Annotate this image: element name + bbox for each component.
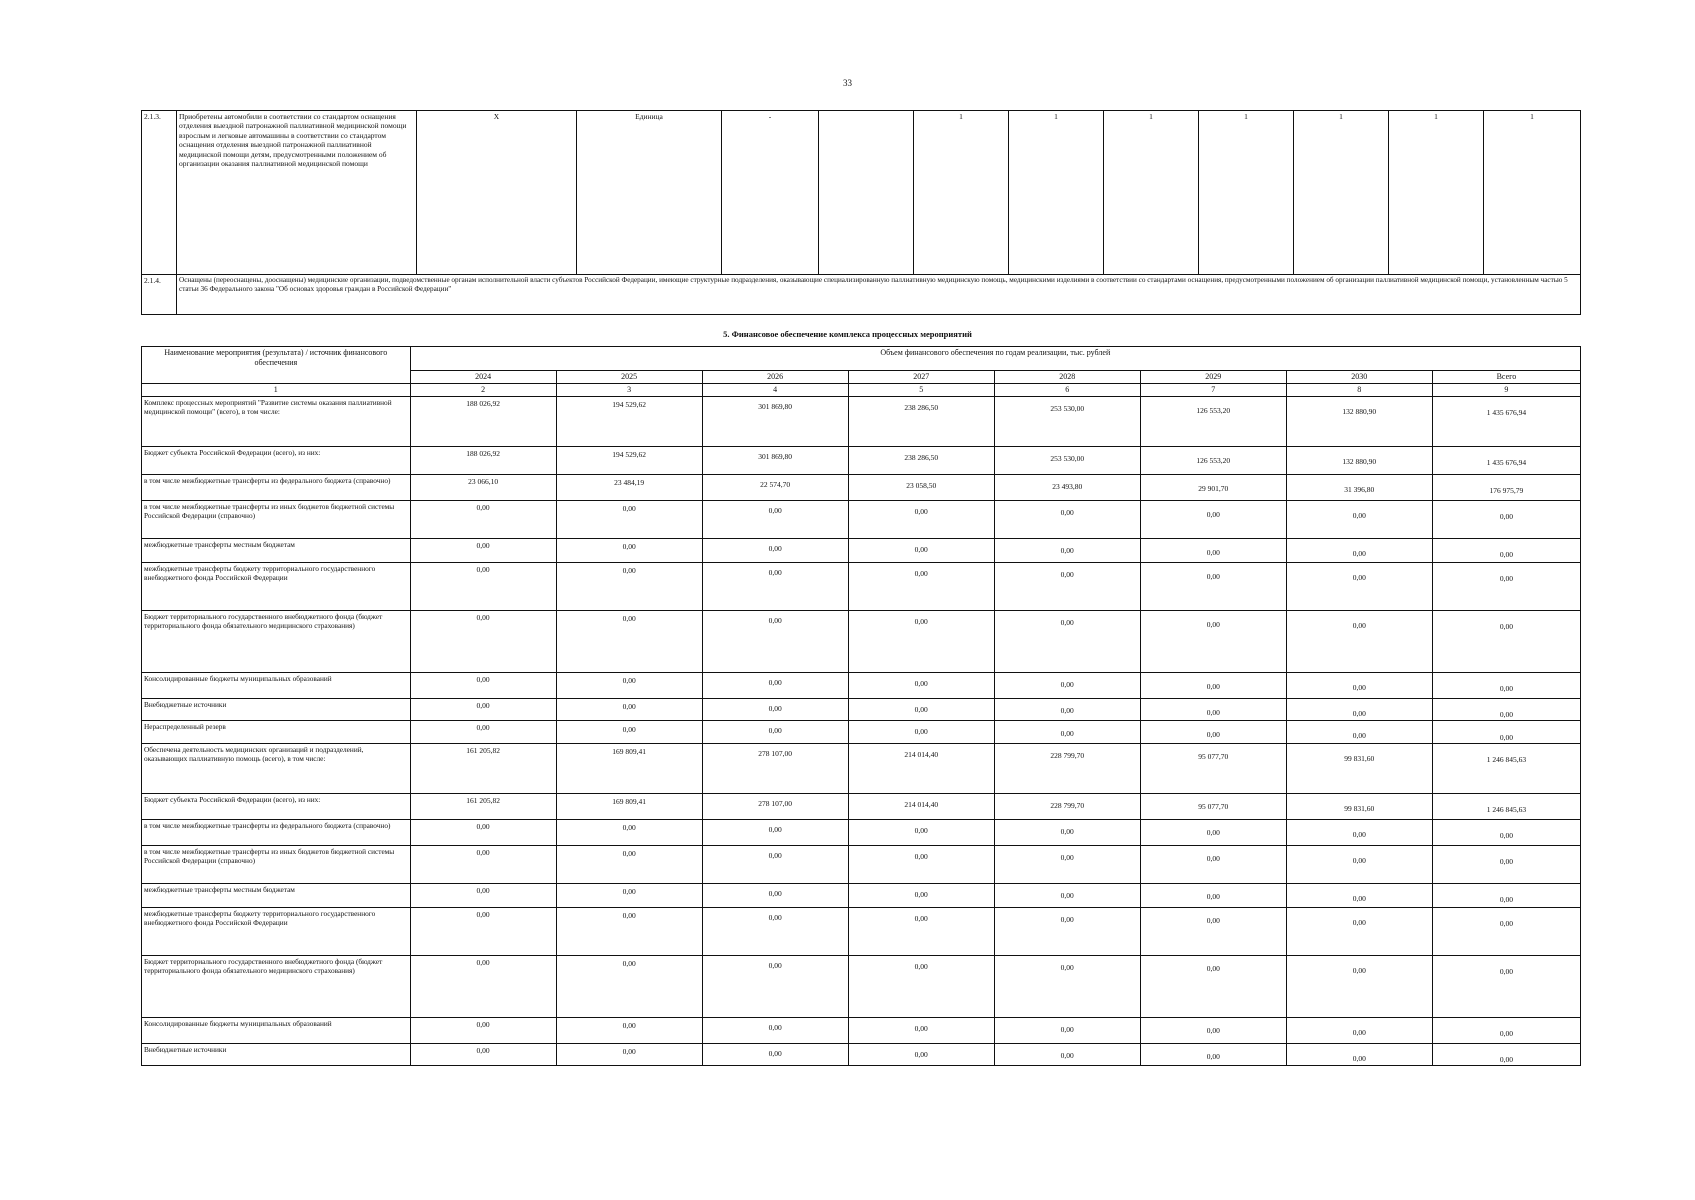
table-row	[142, 1017, 1581, 1043]
table-row	[142, 721, 1581, 743]
row-label: Внебюджетные источники	[142, 1043, 411, 1065]
amount-cell: 126 553,20	[1140, 447, 1286, 475]
amount-cell: 99 831,60	[1286, 743, 1432, 793]
year-header: 2027	[848, 371, 994, 384]
column-number: 7	[1140, 384, 1286, 397]
year-header: 2029	[1140, 371, 1286, 384]
table-row	[142, 845, 1581, 883]
column-number: 4	[702, 384, 848, 397]
amount-cell: 0,00	[1140, 1043, 1286, 1065]
row-label: Бюджет территориального государственного внебюджетного фонда (бюджет территориального фонда обязательного медицинского страхования)	[142, 611, 411, 673]
amount-cell: 0,00	[556, 1017, 702, 1043]
amount-cell: 0,00	[848, 721, 994, 743]
value-cell: 1	[1294, 111, 1389, 275]
amount-cell: 0,00	[848, 883, 994, 907]
amount-cell: 0,00	[556, 539, 702, 563]
amount-cell: 0,00	[848, 563, 994, 611]
row-text: Приобретены автомобили в соответствии со стандартом оснащения отделения выездной патронажной паллиативной медицинской помощи взрослым и легковые автомашины в соответствии со стандартом оснащения отделения выездной патронажной паллиативной медицинской помощи детям, предусмотренными положением об организации оказания паллиативной медицинской помощи	[177, 111, 417, 275]
value-cell: 1	[914, 111, 1009, 275]
amount-cell: 238 286,50	[848, 397, 994, 447]
value-cell: 1	[1389, 111, 1484, 275]
year-header: 2025	[556, 371, 702, 384]
amount-cell: 0,00	[994, 845, 1140, 883]
row-label: Бюджет субъекта Российской Федерации (всего), из них:	[142, 793, 411, 819]
value-cell: 1	[1199, 111, 1294, 275]
amount-cell: 0,00	[1140, 611, 1286, 673]
amount-cell: 0,00	[1286, 1043, 1432, 1065]
amount-cell: 214 014,40	[848, 793, 994, 819]
amount-cell: 126 553,20	[1140, 397, 1286, 447]
row-label: Консолидированные бюджеты муниципальных образований	[142, 1017, 411, 1043]
amount-cell: 0,00	[848, 819, 994, 845]
amount-cell: 0,00	[556, 907, 702, 955]
row-label: Комплекс процессных мероприятий "Развитие системы оказания паллиативной медицинской помощи" (всего), в том числе:	[142, 397, 411, 447]
year-header: 2024	[410, 371, 556, 384]
amount-cell: 0,00	[1140, 1017, 1286, 1043]
amount-cell: 301 869,80	[702, 397, 848, 447]
table-row	[142, 611, 1581, 673]
amount-cell: 1 435 676,94	[1432, 397, 1580, 447]
row-label: Обеспечена деятельность медицинских организаций и подразделений, оказывающих паллиативную помощь (всего), в том числе:	[142, 743, 411, 793]
amount-cell: 0,00	[702, 721, 848, 743]
amount-cell: 0,00	[1286, 673, 1432, 699]
table-row	[142, 447, 1581, 475]
amount-cell: 99 831,60	[1286, 793, 1432, 819]
table-row	[142, 111, 1581, 275]
amount-cell: 0,00	[410, 1043, 556, 1065]
year-header: Всего	[1432, 371, 1580, 384]
table-row	[142, 563, 1581, 611]
row-number: 2.1.4.	[142, 275, 177, 315]
amount-cell: 0,00	[848, 673, 994, 699]
table-row	[142, 1043, 1581, 1065]
amount-cell: 1 435 676,94	[1432, 447, 1580, 475]
column-number: 3	[556, 384, 702, 397]
amount-cell: 29 901,70	[1140, 475, 1286, 501]
amount-cell: 0,00	[1432, 563, 1580, 611]
row-label: межбюджетные трансферты местным бюджетам	[142, 883, 411, 907]
unit-cell: Единица	[577, 111, 722, 275]
amount-cell: 0,00	[556, 819, 702, 845]
amount-cell: 176 975,79	[1432, 475, 1580, 501]
amount-cell: 0,00	[1286, 907, 1432, 955]
amount-cell: 0,00	[410, 883, 556, 907]
amount-cell: 0,00	[1286, 955, 1432, 1017]
amount-cell: 0,00	[1432, 845, 1580, 883]
amount-cell: 194 529,62	[556, 397, 702, 447]
amount-cell: 0,00	[410, 539, 556, 563]
amount-cell: 0,00	[1140, 721, 1286, 743]
amount-cell: 228 799,70	[994, 793, 1140, 819]
column-number: 6	[994, 384, 1140, 397]
amount-cell: 0,00	[848, 611, 994, 673]
amount-cell: 0,00	[1140, 819, 1286, 845]
amount-cell: 0,00	[848, 907, 994, 955]
amount-cell: 0,00	[410, 611, 556, 673]
amount-cell: 0,00	[848, 501, 994, 539]
amount-cell: 0,00	[994, 563, 1140, 611]
row-text: Оснащены (переоснащены, дооснащены) медицинские организации, подведомственные органам исполнительной власти субъектов Российской Федерации, имеющие структурные подразделения, оказывающие специализированную паллиативную медицинскую помощь, медицинскими изделиями в соответствии со стандартами оснащения, предусмотренными положением об организации паллиативной медицинской помощи, установленным частью 5 статьи 36 Федерального закона "Об основах здоровья граждан в Российской Федерации"	[177, 275, 1581, 315]
table-row	[142, 883, 1581, 907]
amount-cell: 0,00	[702, 955, 848, 1017]
amount-cell: 0,00	[410, 845, 556, 883]
finance-table	[141, 346, 1581, 1066]
amount-cell: 0,00	[1286, 699, 1432, 721]
amount-cell: 0,00	[1432, 1043, 1580, 1065]
amount-cell: 0,00	[556, 883, 702, 907]
row-label: в том числе межбюджетные трансферты из иных бюджетов бюджетной системы Российской Федерации (справочно)	[142, 845, 411, 883]
table-row	[142, 673, 1581, 699]
amount-cell: 0,00	[1140, 501, 1286, 539]
table-row	[142, 275, 1581, 315]
column-number: 8	[1286, 384, 1432, 397]
amount-cell: 0,00	[994, 819, 1140, 845]
amount-cell: 23 058,50	[848, 475, 994, 501]
amount-cell: 0,00	[1140, 563, 1286, 611]
year-header: 2028	[994, 371, 1140, 384]
amount-cell: 0,00	[702, 611, 848, 673]
amount-cell: 0,00	[1286, 501, 1432, 539]
amount-cell: 228 799,70	[994, 743, 1140, 793]
amount-cell: 95 077,70	[1140, 743, 1286, 793]
amount-cell: 0,00	[994, 501, 1140, 539]
amount-cell: 0,00	[1432, 611, 1580, 673]
amount-cell: 194 529,62	[556, 447, 702, 475]
amount-cell: 0,00	[1286, 539, 1432, 563]
table-row	[142, 955, 1581, 1017]
amount-cell: 0,00	[994, 1017, 1140, 1043]
amount-cell: 0,00	[702, 563, 848, 611]
row-label: Бюджет субъекта Российской Федерации (всего), из них:	[142, 447, 411, 475]
amount-cell: 0,00	[410, 699, 556, 721]
amount-cell: 0,00	[848, 699, 994, 721]
row-number: 2.1.3.	[142, 111, 177, 275]
amount-cell: 0,00	[1286, 721, 1432, 743]
amount-cell: 0,00	[1140, 907, 1286, 955]
amount-cell: 23 484,19	[556, 475, 702, 501]
amount-cell: 0,00	[556, 955, 702, 1017]
amount-cell: 0,00	[994, 883, 1140, 907]
amount-cell: 0,00	[410, 955, 556, 1017]
row-label: Бюджет территориального государственного внебюджетного фонда (бюджет территориального фонда обязательного медицинского страхования)	[142, 955, 411, 1017]
amount-cell: 169 809,41	[556, 793, 702, 819]
amount-cell: 0,00	[994, 673, 1140, 699]
amount-cell: 0,00	[556, 699, 702, 721]
amount-cell: 0,00	[1286, 611, 1432, 673]
amount-cell: 0,00	[702, 883, 848, 907]
amount-cell: 0,00	[994, 611, 1140, 673]
amount-cell: 161 205,82	[410, 743, 556, 793]
amount-cell: 0,00	[556, 673, 702, 699]
amount-cell: 0,00	[702, 539, 848, 563]
amount-cell: 0,00	[1286, 883, 1432, 907]
row-label: межбюджетные трансферты бюджету территориального государственного внебюджетного фонда Российской Федерации	[142, 907, 411, 955]
amount-cell: 23 066,10	[410, 475, 556, 501]
column-number: 1	[142, 384, 411, 397]
amount-cell: 0,00	[410, 673, 556, 699]
amount-cell: 0,00	[848, 1017, 994, 1043]
amount-cell: 23 493,80	[994, 475, 1140, 501]
amount-cell: 0,00	[1432, 907, 1580, 955]
amount-cell: 0,00	[994, 955, 1140, 1017]
row-label: Консолидированные бюджеты муниципальных образований	[142, 673, 411, 699]
dash-cell: -	[722, 111, 819, 275]
amount-cell: 0,00	[1286, 1017, 1432, 1043]
amount-cell: 1 246 845,63	[1432, 743, 1580, 793]
activities-table	[141, 110, 1581, 315]
column-number: 9	[1432, 384, 1580, 397]
amount-cell: 0,00	[556, 501, 702, 539]
amount-cell: 0,00	[410, 1017, 556, 1043]
amount-cell: 0,00	[1432, 883, 1580, 907]
table-row	[142, 907, 1581, 955]
column-number: 2	[410, 384, 556, 397]
amount-cell: 0,00	[556, 1043, 702, 1065]
x-cell: X	[417, 111, 577, 275]
section-title: 5. Финансовое обеспечение комплекса процессных мероприятий	[723, 329, 972, 339]
amount-cell: 0,00	[410, 819, 556, 845]
value-cell: 1	[1009, 111, 1104, 275]
amount-cell: 0,00	[410, 907, 556, 955]
amount-cell: 253 530,00	[994, 447, 1140, 475]
year-header: 2026	[702, 371, 848, 384]
amount-cell: 0,00	[410, 721, 556, 743]
amount-cell: 0,00	[994, 1043, 1140, 1065]
amount-cell: 253 530,00	[994, 397, 1140, 447]
amount-cell: 0,00	[1432, 673, 1580, 699]
table-row	[142, 539, 1581, 563]
row-label: в том числе межбюджетные трансферты из федерального бюджета (справочно)	[142, 819, 411, 845]
amount-cell: 278 107,00	[702, 743, 848, 793]
value-cell: 1	[1104, 111, 1199, 275]
row-label: в том числе межбюджетные трансферты из федерального бюджета (справочно)	[142, 475, 411, 501]
amount-cell: 0,00	[410, 563, 556, 611]
value-cell: 1	[1484, 111, 1581, 275]
header-name: Наименование мероприятия (результата) / источник финансового обеспечения	[142, 347, 411, 384]
header-volume: Объем финансового обеспечения по годам реализации, тыс. рублей	[410, 347, 1580, 371]
amount-cell: 0,00	[994, 907, 1140, 955]
amount-cell: 0,00	[1140, 539, 1286, 563]
column-number: 5	[848, 384, 994, 397]
table-row	[142, 475, 1581, 501]
amount-cell: 0,00	[1140, 673, 1286, 699]
amount-cell: 0,00	[1432, 721, 1580, 743]
amount-cell: 0,00	[848, 1043, 994, 1065]
amount-cell: 0,00	[994, 721, 1140, 743]
amount-cell: 0,00	[1432, 501, 1580, 539]
amount-cell: 0,00	[1432, 1017, 1580, 1043]
amount-cell: 1 246 845,63	[1432, 793, 1580, 819]
amount-cell: 0,00	[1140, 845, 1286, 883]
amount-cell: 0,00	[1286, 563, 1432, 611]
year-header: 2030	[1286, 371, 1432, 384]
amount-cell: 0,00	[702, 845, 848, 883]
empty-cell	[819, 111, 914, 275]
amount-cell: 0,00	[1140, 699, 1286, 721]
amount-cell: 0,00	[556, 563, 702, 611]
amount-cell: 278 107,00	[702, 793, 848, 819]
table-row	[142, 501, 1581, 539]
row-label: межбюджетные трансферты местным бюджетам	[142, 539, 411, 563]
table-row	[142, 793, 1581, 819]
amount-cell: 0,00	[702, 819, 848, 845]
table-row	[142, 819, 1581, 845]
amount-cell: 188 026,92	[410, 397, 556, 447]
amount-cell: 0,00	[702, 673, 848, 699]
row-label: в том числе межбюджетные трансферты из иных бюджетов бюджетной системы Российской Федерации (справочно)	[142, 501, 411, 539]
amount-cell: 132 880,90	[1286, 397, 1432, 447]
amount-cell: 0,00	[702, 699, 848, 721]
table-row	[142, 699, 1581, 721]
amount-cell: 95 077,70	[1140, 793, 1286, 819]
amount-cell: 0,00	[702, 501, 848, 539]
amount-cell: 0,00	[848, 955, 994, 1017]
row-label: межбюджетные трансферты бюджету территориального государственного внебюджетного фонда Российской Федерации	[142, 563, 411, 611]
table-row	[142, 397, 1581, 447]
amount-cell: 0,00	[1286, 845, 1432, 883]
page-number: 33	[843, 78, 852, 88]
amount-cell: 0,00	[1140, 955, 1286, 1017]
amount-cell: 0,00	[702, 907, 848, 955]
amount-cell: 0,00	[702, 1017, 848, 1043]
amount-cell: 31 396,80	[1286, 475, 1432, 501]
amount-cell: 0,00	[1432, 539, 1580, 563]
amount-cell: 0,00	[1432, 955, 1580, 1017]
amount-cell: 169 809,41	[556, 743, 702, 793]
amount-cell: 0,00	[556, 611, 702, 673]
amount-cell: 0,00	[848, 845, 994, 883]
amount-cell: 214 014,40	[848, 743, 994, 793]
amount-cell: 0,00	[1140, 883, 1286, 907]
amount-cell: 188 026,92	[410, 447, 556, 475]
table-row	[142, 743, 1581, 793]
amount-cell: 0,00	[556, 845, 702, 883]
amount-cell: 0,00	[702, 1043, 848, 1065]
amount-cell: 0,00	[994, 699, 1140, 721]
amount-cell: 238 286,50	[848, 447, 994, 475]
amount-cell: 0,00	[848, 539, 994, 563]
amount-cell: 0,00	[556, 721, 702, 743]
amount-cell: 161 205,82	[410, 793, 556, 819]
amount-cell: 0,00	[410, 501, 556, 539]
amount-cell: 0,00	[1286, 819, 1432, 845]
row-label: Нераспределенный резерв	[142, 721, 411, 743]
amount-cell: 0,00	[1432, 699, 1580, 721]
amount-cell: 0,00	[994, 539, 1140, 563]
row-label: Внебюджетные источники	[142, 699, 411, 721]
amount-cell: 301 869,80	[702, 447, 848, 475]
amount-cell: 132 880,90	[1286, 447, 1432, 475]
amount-cell: 22 574,70	[702, 475, 848, 501]
amount-cell: 0,00	[1432, 819, 1580, 845]
